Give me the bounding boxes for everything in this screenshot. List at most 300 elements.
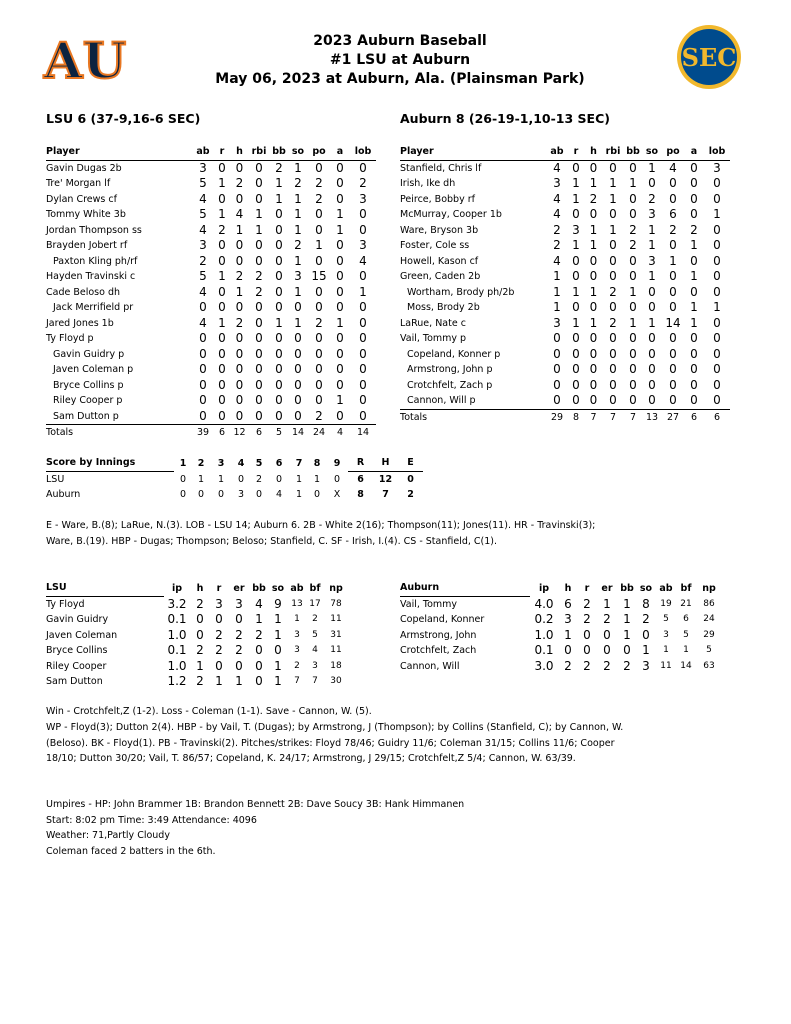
stat-so: 1 [294,284,302,299]
stat-rbi: 0 [255,408,263,423]
player-name: Jared Jones 1b [46,317,114,329]
stat-rbi: 0 [609,362,617,377]
stat-lob: 4 [359,253,367,268]
stat-po: 6 [669,207,677,222]
stat-bf: 2 [312,614,318,625]
stat-ab: 3 [199,160,207,175]
stat-lob: 0 [713,269,721,284]
stat-h: 0 [589,331,598,346]
player-name: Armstrong, John p [407,364,493,376]
stat-ip: 0.1 [534,643,554,658]
stat-bf: 21 [680,598,692,609]
stat-er: 1 [235,674,243,689]
stat-a: 0 [690,253,698,268]
stat-h: 1 [235,222,244,237]
stat-np: 5 [706,645,712,656]
stat-ab: 4 [199,284,207,299]
table-row [46,471,423,487]
pitcher-name: Cannon, Will [400,660,460,672]
stat-po: 15 [311,269,327,284]
col-header-a: a [336,146,344,158]
stat-bb: 1 [275,176,283,191]
stat-lob: 0 [359,393,367,408]
stat-bb: 4 [255,596,263,611]
stat-r: 0 [218,377,226,392]
stat-so: 1 [294,207,302,222]
table-row [400,269,730,285]
stat-bb: 0 [275,222,283,237]
stat-ab: 0 [553,346,561,361]
stat-rbi: 2 [609,284,617,299]
stat-h: 0 [235,238,244,253]
stat-rbi: 0 [255,346,263,361]
stat-rbi: 2 [255,284,263,299]
table-row [46,393,376,409]
player-name: Hayden Travinski c [46,271,136,283]
innings-total: 7 [382,489,389,501]
stat-er: 0 [603,627,611,642]
inning-header-9: 9 [333,457,341,469]
stat-so: 2 [648,191,656,206]
stat-so: 1 [294,160,302,175]
stat-ab: 1 [553,284,561,299]
table-row [46,207,376,223]
stat-rbi: 0 [255,191,263,206]
game-date-venue: May 06, 2023 at Auburn, Ala. (Plainsman Park) [215,71,585,87]
total-so: 13 [645,411,659,423]
total-lob: 14 [356,427,370,439]
stat-po: 14 [665,315,681,330]
stat-lob: 3 [713,160,721,175]
stat-h: 0 [235,253,244,268]
col-header-bf: bf [309,582,321,594]
stat-rbi: 1 [609,222,617,237]
stat-h: 1 [235,284,244,299]
table-row [46,254,376,270]
stat-r: 1 [218,315,226,330]
stat-lob: 1 [359,284,367,299]
stat-so: 3 [294,269,302,284]
stat-a: 0 [690,284,698,299]
table-row [400,596,722,612]
stat-bb: 0 [629,160,637,175]
stat-so: 0 [648,176,656,191]
stat-h: 1 [589,176,598,191]
table-row [400,643,722,659]
stat-po: 0 [669,346,677,361]
player-name: Moss, Brody 2b [407,302,480,314]
stat-r: 0 [218,408,226,423]
col-header-er: er [233,582,245,594]
total-bb: 7 [629,411,637,423]
auburn-batting-table [400,144,730,425]
table-row [46,316,376,332]
stat-r: 0 [218,393,226,408]
stat-ab: 4 [199,222,207,237]
stat-lob: 0 [359,331,367,346]
auburn-batting-header [400,144,730,160]
col-header-ab: ab [290,582,304,594]
stat-rbi: 0 [609,331,617,346]
table-row [46,628,348,644]
stat-rbi: 0 [255,393,263,408]
inning-score: 2 [255,473,263,485]
stat-h: 0 [235,331,244,346]
stat-rbi: 0 [609,207,617,222]
stat-lob: 0 [713,222,721,237]
stat-er: 2 [235,643,243,658]
innings-total: 6 [357,473,364,485]
stat-bb: 1 [623,627,631,642]
stat-r: 0 [583,643,591,658]
stat-so: 1 [294,253,302,268]
stat-r: 2 [215,627,223,642]
stat-bb: 1 [623,612,631,627]
stat-lob: 0 [359,269,367,284]
stat-po: 2 [315,191,323,206]
stat-bb: 0 [275,284,283,299]
table-row [400,331,730,347]
stat-rbi: 1 [255,207,263,222]
stat-h: 2 [235,315,244,330]
stat-po: 2 [669,222,677,237]
stat-bf: 5 [683,629,689,640]
stat-r: 1 [572,191,580,206]
stat-bb: 0 [255,643,263,658]
stat-bb: 0 [275,377,283,392]
table-row [46,160,376,176]
inning-score: 1 [313,473,321,485]
stat-rbi: 0 [609,269,617,284]
col-header-so: so [645,146,659,158]
stat-er: 2 [603,612,611,627]
stat-po: 0 [315,222,323,237]
player-name: Stanfield, Chris lf [400,162,482,174]
pitcher-name: Sam Dutton [46,676,103,688]
table-row [400,659,722,675]
total-so: 14 [291,427,305,439]
stat-a: 1 [336,393,344,408]
stat-h: 2 [196,596,204,611]
stat-so: 1 [274,658,282,673]
col-header-rbi: rbi [251,146,267,158]
player-name: Tre' Morgan lf [46,178,111,190]
total-rbi: 7 [609,411,617,423]
col-header-ab: ab [659,582,673,594]
stat-bf: 14 [680,660,692,671]
stat-po: 0 [669,377,677,392]
stat-bb: 0 [629,331,637,346]
auburn-team-title: Auburn 8 (26-19-1,10-13 SEC) [400,111,610,126]
stat-h: 0 [235,300,244,315]
stat-bb: 0 [623,643,631,658]
col-header-so: so [291,146,305,158]
stat-lob: 0 [713,315,721,330]
stat-po: 0 [315,346,323,361]
col-header-ab: ab [196,146,210,158]
pitcher-name: Crotchfelt, Zach [400,645,477,657]
stat-ab: 3 [294,629,300,640]
col-header-po: po [312,146,326,158]
stat-h: 2 [235,176,244,191]
stat-bf: 5 [312,629,318,640]
pitcher-name: Riley Cooper [46,660,107,672]
stat-h: 0 [589,377,598,392]
stat-po: 0 [669,269,677,284]
player-name: Wortham, Brody ph/2b [407,286,515,298]
table-row [46,176,376,192]
stat-ab: 0 [199,362,207,377]
stat-r: 0 [572,253,580,268]
total-r: 6 [218,427,226,439]
pitching-notes: WP - Floyd(3); Dutton 2(4). HBP - by Vail, T. (Dugas); by Armstrong, J (Thompson); by Collins (Stanfield, C); by Cannon, W. (Beloso). BK - Floyd(1). PB - Travinski(2). Pitches/strikes: Floyd 78/46; Guidry 11/6; Coleman 31/15; Collins 11/6; Cooper 18/10; Dutton 30/20; Vail, T. 86/57; Copeland, K. 24/17; Armstrong, J 29/15; Crotchfelt,Z 5/4; Cannon, W. 63/39. [46,722,624,764]
inning-score: 1 [295,473,303,485]
player-name: Tommy White 3b [46,209,126,221]
stat-bb: 1 [623,596,631,611]
stat-bf: 7 [312,676,318,687]
stat-r: 1 [572,284,580,299]
stat-ab: 4 [553,207,561,222]
stat-rbi: 0 [255,300,263,315]
stat-r: 0 [218,284,226,299]
stat-h: 0 [589,300,598,315]
stat-ab: 0 [553,331,561,346]
stat-rbi: 0 [609,300,617,315]
table-row [400,207,730,223]
stat-r: 1 [218,269,226,284]
stat-lob: 3 [359,191,367,206]
stat-r: 0 [218,253,226,268]
stat-rbi: 0 [255,315,263,330]
col-header-ip: ip [538,582,550,594]
stat-bb: 0 [629,253,637,268]
stat-r: 0 [572,160,580,175]
stat-po: 1 [669,253,677,268]
stat-h: 0 [235,408,244,423]
stat-a: 0 [690,207,698,222]
inning-score: X [333,489,341,501]
innings-total: 8 [357,489,364,501]
table-row [400,238,730,254]
stat-a: 0 [336,284,344,299]
stat-lob: 0 [713,362,721,377]
stat-po: 0 [669,176,677,191]
stat-so: 1 [274,627,282,642]
stat-h: 1 [589,238,598,253]
stat-bb: 2 [629,222,637,237]
stat-po: 0 [669,331,677,346]
player-name: Gavin Guidry p [53,348,125,360]
total-po: 27 [666,411,680,423]
totals-label: Totals [400,411,428,423]
stat-a: 0 [336,160,344,175]
player-name: McMurray, Cooper 1b [400,209,502,221]
stat-ab: 3 [663,629,669,640]
col-header-ip: ip [171,582,183,594]
decisions-line: Win - Crotchfelt,Z (1-2). Loss - Coleman (1-1). Save - Cannon, W. (5). [46,706,372,717]
pitcher-note-line: Coleman faced 2 batters in the 6th. [46,846,216,857]
stat-lob: 0 [359,408,367,423]
stat-lob: 1 [713,300,721,315]
stat-bb: 2 [275,160,283,175]
stat-np: 31 [330,629,342,640]
stat-bb: 0 [629,346,637,361]
stat-a: 1 [690,315,698,330]
stat-a: 0 [690,331,698,346]
stat-po: 4 [669,160,677,175]
stat-ab: 3 [553,315,561,330]
innings-total: 2 [407,489,414,501]
stat-er: 2 [603,658,611,673]
stat-so: 1 [642,643,650,658]
table-row [400,347,730,363]
table-row [46,596,348,612]
stat-h: 2 [196,674,204,689]
table-row [46,362,376,378]
player-name: Javen Coleman p [53,364,134,376]
stat-po: 2 [315,176,323,191]
stat-so: 2 [294,238,302,253]
stat-a: 0 [336,191,344,206]
table-row [400,612,722,628]
player-name: Bryce Collins p [53,379,124,391]
stat-lob: 2 [359,176,367,191]
stat-r: 0 [218,238,226,253]
player-name: Green, Caden 2b [400,271,481,283]
player-name: Howell, Kason cf [400,255,479,267]
auburn-logo [43,30,127,90]
stat-so: 1 [294,191,302,206]
pitcher-name: Vail, Tommy [400,598,458,610]
stat-r: 2 [218,222,226,237]
stat-r: 0 [572,377,580,392]
stat-r: 0 [572,346,580,361]
total-a: 4 [336,427,344,439]
col-header-lob: lob [354,146,372,158]
stat-ab: 0 [199,300,207,315]
stat-h: 0 [589,269,598,284]
stat-bf: 17 [309,598,321,609]
inning-header-e: E [398,455,423,471]
stat-np: 78 [330,598,342,609]
stat-ab: 5 [199,207,207,222]
player-name: Riley Cooper p [53,395,123,407]
stat-a: 0 [336,408,344,423]
player-name: Paxton Kling ph/rf [53,255,138,267]
player-name: Ware, Bryson 3b [400,224,479,236]
stat-so: 3 [642,658,650,673]
stat-ab: 2 [553,222,561,237]
stat-h: 2 [564,658,572,673]
inning-score: 0 [217,489,225,501]
stat-rbi: 0 [255,331,263,346]
stat-r: 0 [218,160,226,175]
stat-lob: 0 [713,393,721,408]
pitcher-name: Bryce Collins [46,645,108,657]
stat-h: 0 [589,160,598,175]
stat-bb: 0 [275,408,283,423]
total-po: 24 [312,427,326,439]
stat-ab: 0 [199,331,207,346]
table-row [400,300,730,316]
stat-a: 0 [690,191,698,206]
stat-bb: 1 [629,284,637,299]
stat-r: 0 [572,269,580,284]
lsu-team-title: LSU 6 (37-9,16-6 SEC) [46,111,201,126]
stat-ab: 2 [294,660,300,671]
col-header-so: so [271,582,285,594]
stat-ip: 4.0 [534,596,554,611]
stat-so: 0 [648,377,656,392]
total-ab: 29 [550,411,564,423]
inning-header-h: H [373,455,398,471]
stat-r: 2 [583,658,591,673]
stat-r: 0 [572,362,580,377]
stat-po: 0 [315,362,323,377]
stat-h: 1 [196,658,204,673]
stat-bb: 1 [629,176,637,191]
stat-ab: 1 [663,645,669,656]
stat-r: 1 [572,238,580,253]
stat-h: 2 [235,269,244,284]
player-name: Jack Merrifield pr [53,302,134,314]
inning-score: 0 [237,473,245,485]
stat-h: 0 [196,612,204,627]
stat-ab: 3 [294,645,300,656]
stat-h: 1 [564,627,572,642]
stat-ip: 3.0 [534,658,554,673]
stat-so: 8 [642,596,650,611]
col-header-np: np [329,582,343,594]
stat-ab: 3 [199,238,207,253]
table-row [400,192,730,208]
stat-r: 0 [215,612,223,627]
stat-lob: 0 [359,222,367,237]
stat-lob: 0 [359,160,367,175]
player-name: Sam Dutton p [53,410,119,422]
stat-er: 0 [603,643,611,658]
stat-so: 0 [648,393,656,408]
stat-so: 1 [648,222,656,237]
lsu-batting-table [46,144,376,441]
stat-a: 2 [690,222,698,237]
stat-bb: 2 [629,238,637,253]
stat-rbi: 1 [255,222,263,237]
stat-po: 0 [315,284,323,299]
pitching-team: LSU [46,580,164,596]
table-row [46,300,376,316]
stat-po: 0 [315,253,323,268]
table-row [400,393,730,409]
stat-so: 1 [648,238,656,253]
table-row [46,223,376,239]
stat-r: 0 [218,191,226,206]
start-time-line: Start: 8:02 pm Time: 3:49 Attendance: 4096 [46,815,257,826]
stat-ab: 0 [199,346,207,361]
stat-bb: 1 [275,315,283,330]
col-header-bb: bb [252,582,266,594]
stat-so: 1 [274,674,282,689]
stat-bf: 4 [312,645,318,656]
stat-so: 0 [274,643,282,658]
table-row [46,409,376,425]
col-header-r: r [219,146,225,158]
stat-lob: 0 [713,176,721,191]
innings-total: 0 [407,473,414,485]
inning-score: 0 [179,473,187,485]
stat-po: 1 [315,238,323,253]
stat-so: 1 [648,160,656,175]
